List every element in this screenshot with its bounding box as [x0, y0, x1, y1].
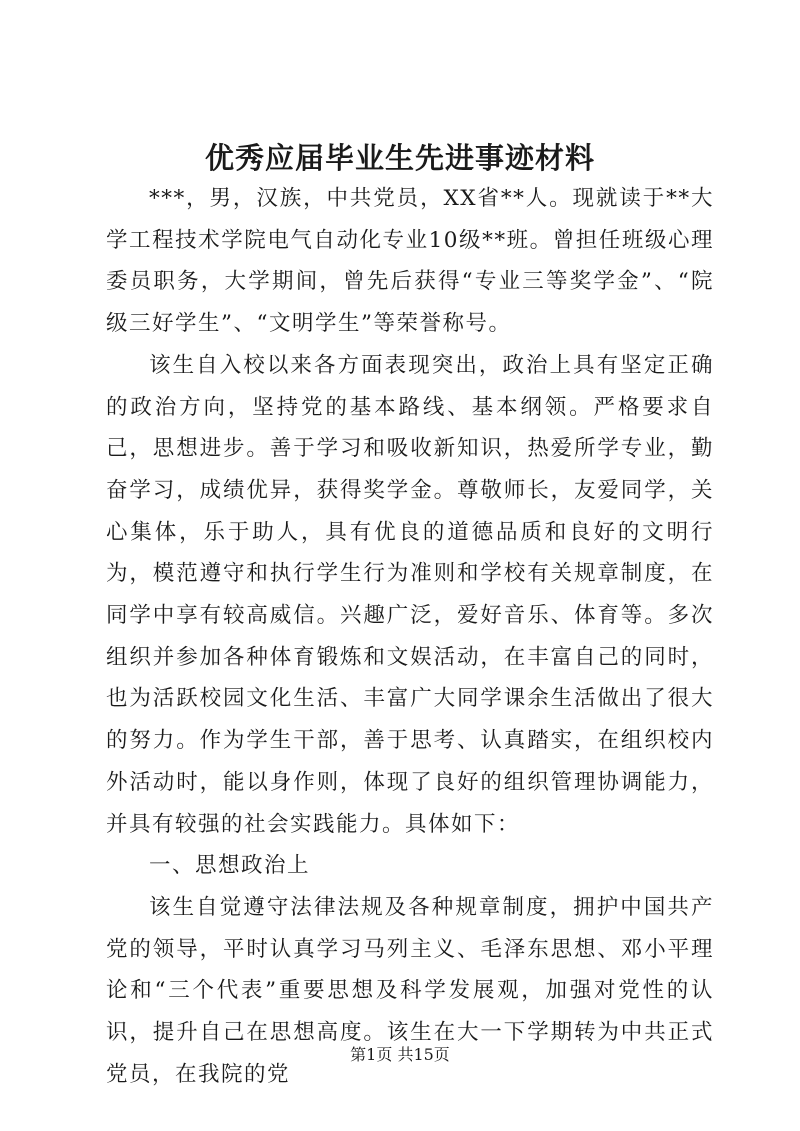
page-number-footer: 第1页 共15页 [350, 1045, 450, 1064]
paragraph-politics: 该生自觉遵守法律法规及各种规章制度，拥护中国共产党的领导，平时认真学习马列主义、毛泽东思想、邓小平理论和“三个代表”重要思想及科学发展观，加强对党性的认识，提升自己在思想高度。该生在大一下学期转为中共正式党员，在我院的党 [106, 894, 714, 1087]
paragraph-overview: 该生自入校以来各方面表现突出，政治上具有坚定正确的政治方向，坚持党的基本路线、基本纲领。严格要求自己，思想进步。善于学习和吸收新知识，热爱所学专业，勤奋学习，成绩优异，获得奖学金。尊敬师长，友爱同学，关心集体，乐于助人，具有优良的道德品质和良好的文明行为，模范遵守和执行学生行为准则和学校有关规章制度，在同学中享有较高威信。兴趣广泛，爱好音乐、体育等。多次组织并参加各种体育锻炼和文娱活动，在丰富自己的同时，也为活跃校园文化生活、丰富广大同学课余生活做出了很大的努力。作为学生干部，善于思考、认真踏实，在组织校内外活动时，能以身作则，体现了良好的组织管理协调能力，并具有较强的社会实践能力。具体如下： [106, 352, 714, 837]
document-body [106, 178, 714, 1095]
document-title: 优秀应届毕业生先进事迹材料 [204, 141, 595, 175]
section-heading-politics: 一、思想政治上 [149, 853, 311, 879]
paragraph-intro: ***，男，汉族，中共党员，XX省**人。现就读于**大学工程技术学院电气自动化专业10级**班。曾担任班级心理委员职务，大学期间，曾先后获得“专业三等奖学金”、“院级三好学生”、“文明学生”等荣誉称号。 [106, 186, 714, 337]
